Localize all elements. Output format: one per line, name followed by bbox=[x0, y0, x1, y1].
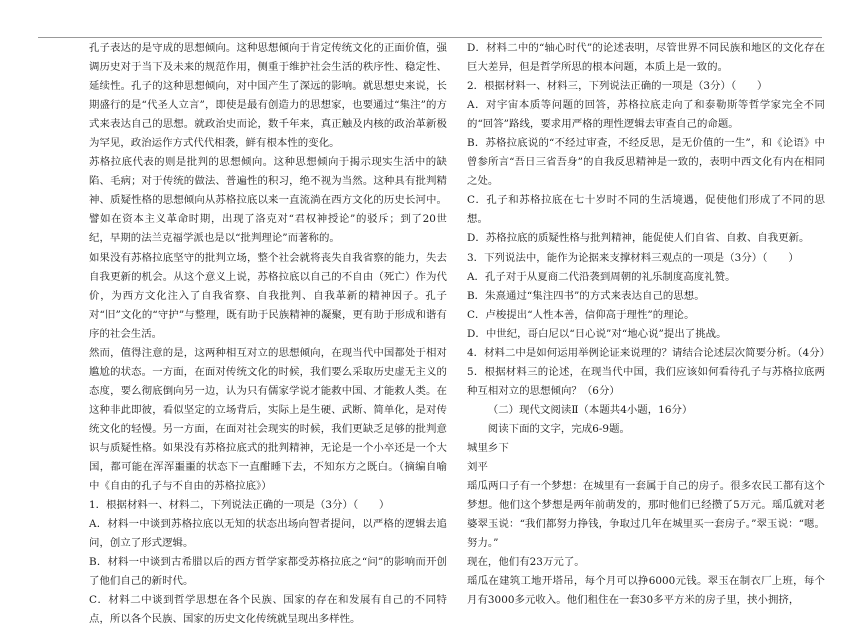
question-5: 5．根据材料三的论述，在现当代中国，我们应该如何看待孔子与苏格拉底两种互相对立的思想倾向？（6分） bbox=[467, 365, 825, 397]
story-author: 刘平 bbox=[467, 461, 488, 474]
option-c: C．孔子和苏格拉底在七十岁时不同的生活境遇，促使他们形成了不同的思想。 bbox=[467, 194, 825, 226]
paragraph: 如果没有苏格拉底坚守的批判立场，整个社会就将丧失自我省察的能力，失去自我更新的机会。从这个意义上说，苏格拉底以自己的不自由（死亡）作为代价，为西方文化注入了自我省察、自我批判、自我革新的精神因子。孔子对“旧”文化的“守护”与整理，既有助于民族精神的凝聚，更有助于形成和谐有序的社会生活。 bbox=[89, 251, 447, 340]
section-heading: （二）现代文阅读Ⅱ（本题共4小题，16分） bbox=[487, 403, 693, 416]
paragraph: 现在，他们有23万元了。 bbox=[467, 556, 585, 569]
question-3: 3．下列说法中，能作为论据来支撑材料三观点的一项是（3分）（ ） bbox=[467, 251, 799, 264]
option-d: D．苏格拉底的质疑性格与批判精神，能促使人们自省、自救、自我更新。 bbox=[467, 232, 810, 245]
header-rule bbox=[38, 37, 822, 38]
paragraph: 瑶瓜两口子有一个梦想：在城里有一套属于自己的房子。很多农民工都有这个梦想。他们这个梦想是两年前萌发的，那时他们已经攒了5万元。瑶瓜就对老婆翠玉说：“我们都努力挣钱，争取过几年在城里买一套房子。”翠玉说：“嗯。努力。” bbox=[467, 480, 825, 550]
option-a: A．对宇宙本质等问题的回答，苏格拉底走向了和泰勒斯等哲学家完全不同的“回答”路线，要求用严格的理性逻辑去审查自己的命题。 bbox=[467, 99, 825, 131]
reading-instruction: 阅读下面的文字，完成6-9题。 bbox=[487, 422, 630, 435]
option-a: A．孔子对于从夏商二代沿袭到周朝的礼乐制度高度礼赞。 bbox=[467, 270, 736, 283]
question-2: 2．根据材料一、材料三，下列说法正确的一项是（3分）（ ） bbox=[467, 80, 768, 93]
left-column bbox=[89, 39, 447, 629]
option-b: B．朱熹通过“集注四书”的方式来表达自己的思想。 bbox=[467, 289, 705, 302]
paragraph: 孔子表达的是守成的思想倾向。这种思想倾向于肯定传统文化的正面价值，强调历史对于当下及未来的规范作用，侧重于维护社会生活的秩序性、稳定性、延续性。孔子的这种思想倾向，对中国产生了深远的影响。就思想史来说，长期盛行的是“代圣人立言”，即使是最有创造力的思想家，也要通过“集注”的方式来表达自己的思想。就政治史而论，数千年来，真正触及内核的政治革新极为罕见，政治运作方式代代相袭，鲜有根本性的变化。 bbox=[89, 42, 447, 150]
option-a: A．材料一中谈到苏格拉底以无知的状态出场向智者提问，以严格的逻辑去追问，创立了形式逻辑。 bbox=[89, 518, 447, 550]
option-c: C．材料二中谈到哲学思想在各个民族、国家的存在和发展有自己的不同特点，所以各个民族、国家的历史文化传统就呈现出多样性。 bbox=[89, 594, 447, 626]
question-4: 4．材料二中是如何运用举例论证来说理的？请结合论述层次简要分析。（4分） bbox=[467, 346, 831, 359]
story-title: 城里乡下 bbox=[467, 441, 509, 454]
option-d: D．中世纪，哥白尼以“日心说”对“地心说”提出了挑战。 bbox=[467, 327, 727, 340]
question-1: 1．根据材料一、材料二，下列说法正确的一项是（3分）（ ） bbox=[89, 499, 390, 512]
option-b: B．苏格拉底说的“不经过审查，不经反思，是无价值的一生”，和《论语》中曾参所言“吾日三省吾身”的自我反思精神是一致的，表明中西文化有内在相同之处。 bbox=[467, 137, 825, 188]
paragraph: 瑶瓜在建筑工地开塔吊，每个月可以挣6000元钱。翠玉在制衣厂上班，每个月有3000多元收入。他们租住在一套30多平方米的房子里，挟小拥挤， bbox=[467, 575, 825, 607]
paragraph: 然而，值得注意的是，这两种相互对立的思想倾向，在现当代中国都处于相对尴尬的状态。一方面，在面对传统文化的时候，我们要么采取历史虚无主义的态度，要么彻底倒向另一边，认为只有儒家学说才能救中国、才能救人类。在这种非此即彼，看似坚定的立场背后，实际上是生硬、武断、简单化，是对传统文化的轻慢。另一方面，在面对社会现实的时候，我们更缺乏足够的批判意识与质疑性格。如果没有苏格拉底式的批判精神，无论是一个小卒还是一个大国，都可能在浑浑噩噩的状态下一直酣睡下去，不知东方之既白。（摘编自喻中《自由的孔子与不自由的苏格拉底》） bbox=[89, 346, 447, 493]
option-c: C．卢梭提出“人性本善，信仰高于理性”的理论。 bbox=[467, 308, 695, 321]
option-b: B．材料一中谈到古希腊以后的西方哲学家都受苏格拉底之“问”的影响而开创了他们自己的新时代。 bbox=[89, 556, 447, 588]
option-d: D．材料二中的“轴心时代”的论述表明，尽管世界不同民族和地区的文化存在巨大差异，但是哲学所思的根本问题，本质上是一致的。 bbox=[467, 42, 825, 74]
paragraph: 苏格拉底代表的则是批判的思想倾向。这种思想倾向于揭示现实生活中的缺陷、毛病；对于传统的做法、普遍性的积习，绝不视为当然。这种具有批判精神、质疑性格的思想倾向从苏格拉底以来一直流淌在西方文化的历史长河中。譬如在资本主义革命时期，出现了洛克对“君权神授论”的驳斥；到了20世纪，早期的法兰克福学派也是以“批判理论”而著称的。 bbox=[89, 156, 447, 245]
right-column bbox=[467, 39, 831, 610]
